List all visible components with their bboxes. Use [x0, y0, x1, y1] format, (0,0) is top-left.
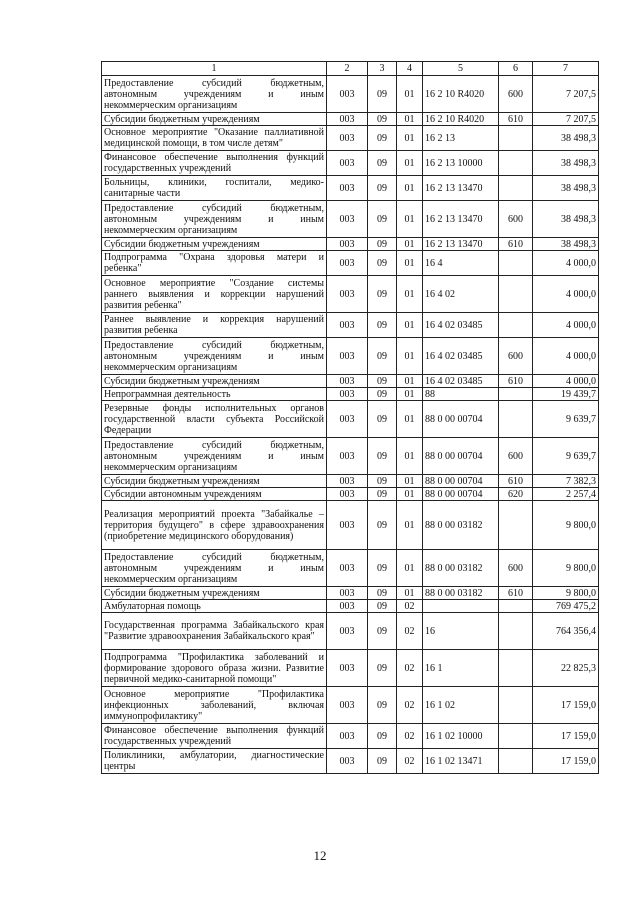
row-expense-type-cell — [499, 276, 533, 313]
header-cell: 5 — [423, 62, 499, 76]
row-subsection-cell: 01 — [397, 501, 423, 550]
row-grbs-cell: 003 — [327, 587, 368, 600]
header-cell: 2 — [327, 62, 368, 76]
row-name-cell: Амбулаторная помощь — [102, 600, 327, 613]
row-name-cell: Резервные фонды исполнительных органов государственной власти субъекта Российской Федерации — [102, 401, 327, 438]
row-subsection-cell: 02 — [397, 724, 423, 749]
table-header-row — [102, 62, 599, 76]
row-expense-type-cell: 600 — [499, 76, 533, 113]
row-name-cell: Субсидии бюджетным учреждениям — [102, 238, 327, 251]
row-name-cell: Финансовое обеспечение выполнения функций государственных учреждений — [102, 151, 327, 176]
row-amount-cell: 17 159,0 — [533, 749, 599, 774]
row-amount-cell: 17 159,0 — [533, 687, 599, 724]
row-expense-type-cell — [499, 251, 533, 276]
row-grbs-cell: 003 — [327, 488, 368, 501]
row-section-cell: 09 — [368, 650, 397, 687]
row-expense-type-cell — [499, 724, 533, 749]
table-row — [102, 151, 599, 176]
row-amount-cell: 9 800,0 — [533, 501, 599, 550]
row-name-cell: Реализация мероприятий проекта "Забайкалье – территория будущего" в сфере здравоохранения (приобретение медицинского оборудования) — [102, 501, 327, 550]
row-grbs-cell: 003 — [327, 749, 368, 774]
row-expense-type-cell — [499, 151, 533, 176]
row-name-cell: Субсидии бюджетным учреждениям — [102, 113, 327, 126]
row-subsection-cell: 01 — [397, 488, 423, 501]
row-section-cell: 09 — [368, 550, 397, 587]
row-target-article-cell: 16 4 02 03485 — [423, 375, 499, 388]
row-subsection-cell: 02 — [397, 749, 423, 774]
row-section-cell: 09 — [368, 724, 397, 749]
row-subsection-cell: 01 — [397, 313, 423, 338]
row-name-cell: Предоставление субсидий бюджетным, автономным учреждениям и иным некоммерческим организациям — [102, 438, 327, 475]
table-row — [102, 650, 599, 687]
row-expense-type-cell — [499, 501, 533, 550]
row-expense-type-cell: 620 — [499, 488, 533, 501]
row-expense-type-cell: 610 — [499, 113, 533, 126]
row-target-article-cell: 16 1 02 13471 — [423, 749, 499, 774]
row-grbs-cell: 003 — [327, 613, 368, 650]
row-subsection-cell: 01 — [397, 76, 423, 113]
row-target-article-cell: 16 2 13 13470 — [423, 238, 499, 251]
row-subsection-cell: 01 — [397, 375, 423, 388]
table-row — [102, 375, 599, 388]
row-target-article-cell: 88 0 00 03182 — [423, 550, 499, 587]
table-row — [102, 724, 599, 749]
row-target-article-cell: 88 0 00 03182 — [423, 587, 499, 600]
row-section-cell: 09 — [368, 201, 397, 238]
row-name-cell: Предоставление субсидий бюджетным, автономным учреждениям и иным некоммерческим организациям — [102, 550, 327, 587]
table-row — [102, 401, 599, 438]
row-target-article-cell: 88 0 00 00704 — [423, 475, 499, 488]
row-name-cell: Субсидии бюджетным учреждениям — [102, 587, 327, 600]
row-name-cell: Финансовое обеспечение выполнения функций государственных учреждений — [102, 724, 327, 749]
row-subsection-cell: 01 — [397, 401, 423, 438]
row-grbs-cell: 003 — [327, 176, 368, 201]
row-section-cell: 09 — [368, 438, 397, 475]
table-row — [102, 251, 599, 276]
row-grbs-cell: 003 — [327, 401, 368, 438]
row-grbs-cell: 003 — [327, 76, 368, 113]
row-subsection-cell: 01 — [397, 388, 423, 401]
row-section-cell: 09 — [368, 401, 397, 438]
table-row — [102, 126, 599, 151]
row-subsection-cell: 01 — [397, 251, 423, 276]
header-cell: 1 — [102, 62, 327, 76]
row-subsection-cell: 02 — [397, 650, 423, 687]
row-target-article-cell: 16 2 10 R4020 — [423, 113, 499, 126]
table-row — [102, 501, 599, 550]
row-target-article-cell: 16 4 02 03485 — [423, 313, 499, 338]
row-grbs-cell: 003 — [327, 687, 368, 724]
row-name-cell: Субсидии автономным учреждениям — [102, 488, 327, 501]
row-expense-type-cell: 600 — [499, 550, 533, 587]
table-row — [102, 687, 599, 724]
row-expense-type-cell — [499, 126, 533, 151]
row-subsection-cell: 01 — [397, 276, 423, 313]
header-cell: 7 — [533, 62, 599, 76]
row-subsection-cell: 01 — [397, 126, 423, 151]
row-amount-cell: 7 207,5 — [533, 76, 599, 113]
table-row — [102, 613, 599, 650]
row-amount-cell: 9 800,0 — [533, 587, 599, 600]
row-target-article-cell: 16 2 13 13470 — [423, 176, 499, 201]
row-subsection-cell: 02 — [397, 613, 423, 650]
row-grbs-cell: 003 — [327, 238, 368, 251]
row-grbs-cell: 003 — [327, 501, 368, 550]
row-amount-cell: 9 800,0 — [533, 550, 599, 587]
row-expense-type-cell — [499, 401, 533, 438]
row-grbs-cell: 003 — [327, 338, 368, 375]
row-grbs-cell: 003 — [327, 251, 368, 276]
row-expense-type-cell — [499, 687, 533, 724]
table-row — [102, 276, 599, 313]
row-section-cell: 09 — [368, 501, 397, 550]
row-name-cell: Подпрограмма "Профилактика заболеваний и формирование здорового образа жизни. Развитие первичной медико-санитарной помощи" — [102, 650, 327, 687]
row-expense-type-cell — [499, 176, 533, 201]
row-expense-type-cell — [499, 313, 533, 338]
row-expense-type-cell: 600 — [499, 201, 533, 238]
row-expense-type-cell: 610 — [499, 238, 533, 251]
table-row — [102, 176, 599, 201]
row-name-cell: Непрограммная деятельность — [102, 388, 327, 401]
row-amount-cell: 7 382,3 — [533, 475, 599, 488]
row-expense-type-cell: 600 — [499, 438, 533, 475]
row-grbs-cell: 003 — [327, 438, 368, 475]
row-amount-cell: 4 000,0 — [533, 375, 599, 388]
row-grbs-cell: 003 — [327, 313, 368, 338]
row-amount-cell: 38 498,3 — [533, 238, 599, 251]
budget-table — [101, 61, 599, 774]
row-amount-cell: 9 639,7 — [533, 438, 599, 475]
row-section-cell: 09 — [368, 687, 397, 724]
row-section-cell: 09 — [368, 613, 397, 650]
table-row — [102, 488, 599, 501]
row-amount-cell: 22 825,3 — [533, 650, 599, 687]
row-grbs-cell: 003 — [327, 600, 368, 613]
row-subsection-cell: 02 — [397, 600, 423, 613]
row-subsection-cell: 01 — [397, 550, 423, 587]
row-name-cell: Раннее выявление и коррекция нарушений развития ребенка — [102, 313, 327, 338]
row-section-cell: 09 — [368, 375, 397, 388]
row-grbs-cell: 003 — [327, 550, 368, 587]
header-cell: 4 — [397, 62, 423, 76]
table-row — [102, 113, 599, 126]
header-cell: 3 — [368, 62, 397, 76]
row-name-cell: Поликлиники, амбулатории, диагностические центры — [102, 749, 327, 774]
row-grbs-cell: 003 — [327, 113, 368, 126]
row-amount-cell: 4 000,0 — [533, 313, 599, 338]
table-body — [102, 76, 599, 774]
row-subsection-cell: 01 — [397, 587, 423, 600]
row-amount-cell: 38 498,3 — [533, 126, 599, 151]
row-target-article-cell: 16 2 13 10000 — [423, 151, 499, 176]
row-grbs-cell: 003 — [327, 375, 368, 388]
row-section-cell: 09 — [368, 238, 397, 251]
row-section-cell: 09 — [368, 749, 397, 774]
row-section-cell: 09 — [368, 251, 397, 276]
row-section-cell: 09 — [368, 600, 397, 613]
table-row — [102, 313, 599, 338]
row-subsection-cell: 02 — [397, 687, 423, 724]
row-target-article-cell: 16 4 — [423, 251, 499, 276]
row-name-cell: Предоставление субсидий бюджетным, автономным учреждениям и иным некоммерческим организациям — [102, 338, 327, 375]
row-subsection-cell: 01 — [397, 176, 423, 201]
row-expense-type-cell: 600 — [499, 338, 533, 375]
row-target-article-cell: 88 — [423, 388, 499, 401]
row-amount-cell: 19 439,7 — [533, 388, 599, 401]
row-amount-cell: 769 475,2 — [533, 600, 599, 613]
row-subsection-cell: 01 — [397, 238, 423, 251]
row-amount-cell: 4 000,0 — [533, 338, 599, 375]
row-name-cell: Больницы, клиники, госпитали, медико-санитарные части — [102, 176, 327, 201]
row-amount-cell: 17 159,0 — [533, 724, 599, 749]
row-grbs-cell: 003 — [327, 724, 368, 749]
row-name-cell: Предоставление субсидий бюджетным, автономным учреждениям и иным некоммерческим организациям — [102, 201, 327, 238]
row-subsection-cell: 01 — [397, 201, 423, 238]
row-section-cell: 09 — [368, 475, 397, 488]
row-expense-type-cell: 610 — [499, 587, 533, 600]
row-name-cell: Подпрограмма "Охрана здоровья матери и ребенка" — [102, 251, 327, 276]
row-name-cell: Государственная программа Забайкальского края "Развитие здравоохранения Забайкальского края" — [102, 613, 327, 650]
row-section-cell: 09 — [368, 313, 397, 338]
row-name-cell: Основное мероприятие "Оказание паллиативной медицинской помощи, в том числе детям" — [102, 126, 327, 151]
row-name-cell: Субсидии бюджетным учреждениям — [102, 475, 327, 488]
row-expense-type-cell: 610 — [499, 375, 533, 388]
row-grbs-cell: 003 — [327, 475, 368, 488]
row-expense-type-cell — [499, 600, 533, 613]
row-grbs-cell: 003 — [327, 201, 368, 238]
row-section-cell: 09 — [368, 76, 397, 113]
page-number: 12 — [313, 848, 327, 863]
row-amount-cell: 38 498,3 — [533, 176, 599, 201]
row-subsection-cell: 01 — [397, 475, 423, 488]
row-amount-cell: 4 000,0 — [533, 276, 599, 313]
row-target-article-cell: 16 2 13 13470 — [423, 201, 499, 238]
row-section-cell: 09 — [368, 587, 397, 600]
table-row — [102, 749, 599, 774]
row-amount-cell: 4 000,0 — [533, 251, 599, 276]
table-row — [102, 438, 599, 475]
row-section-cell: 09 — [368, 276, 397, 313]
row-subsection-cell: 01 — [397, 438, 423, 475]
row-grbs-cell: 003 — [327, 151, 368, 176]
row-section-cell: 09 — [368, 113, 397, 126]
row-amount-cell: 38 498,3 — [533, 151, 599, 176]
row-target-article-cell: 16 2 13 — [423, 126, 499, 151]
table-row — [102, 550, 599, 587]
table-row — [102, 201, 599, 238]
row-target-article-cell: 16 — [423, 613, 499, 650]
table-row — [102, 76, 599, 113]
row-amount-cell: 2 257,4 — [533, 488, 599, 501]
row-grbs-cell: 003 — [327, 388, 368, 401]
row-section-cell: 09 — [368, 126, 397, 151]
row-grbs-cell: 003 — [327, 126, 368, 151]
row-target-article-cell: 16 4 02 — [423, 276, 499, 313]
row-section-cell: 09 — [368, 176, 397, 201]
table-row — [102, 338, 599, 375]
row-grbs-cell: 003 — [327, 276, 368, 313]
row-target-article-cell: 88 0 00 00704 — [423, 488, 499, 501]
table-row — [102, 587, 599, 600]
table-row — [102, 475, 599, 488]
row-target-article-cell: 16 4 02 03485 — [423, 338, 499, 375]
row-section-cell: 09 — [368, 388, 397, 401]
row-target-article-cell: 16 1 02 10000 — [423, 724, 499, 749]
row-amount-cell: 764 356,4 — [533, 613, 599, 650]
row-expense-type-cell — [499, 388, 533, 401]
header-cell: 6 — [499, 62, 533, 76]
row-target-article-cell: 16 2 10 R4020 — [423, 76, 499, 113]
row-subsection-cell: 01 — [397, 151, 423, 176]
row-target-article-cell: 88 0 00 00704 — [423, 401, 499, 438]
row-subsection-cell: 01 — [397, 338, 423, 375]
row-expense-type-cell: 610 — [499, 475, 533, 488]
row-grbs-cell: 003 — [327, 650, 368, 687]
row-name-cell: Субсидии бюджетным учреждениям — [102, 375, 327, 388]
row-section-cell: 09 — [368, 488, 397, 501]
table-row — [102, 600, 599, 613]
row-name-cell: Основное мероприятие "Профилактика инфекционных заболеваний, включая иммунопрофилактику" — [102, 687, 327, 724]
row-name-cell: Основное мероприятие "Создание системы раннего выявления и коррекции нарушений развития ребенка" — [102, 276, 327, 313]
row-target-article-cell: 88 0 00 00704 — [423, 438, 499, 475]
row-expense-type-cell — [499, 613, 533, 650]
row-expense-type-cell — [499, 749, 533, 774]
row-subsection-cell: 01 — [397, 113, 423, 126]
row-amount-cell: 38 498,3 — [533, 201, 599, 238]
table-row — [102, 238, 599, 251]
row-expense-type-cell — [499, 650, 533, 687]
table-row — [102, 388, 599, 401]
row-target-article-cell — [423, 600, 499, 613]
row-target-article-cell: 16 1 02 — [423, 687, 499, 724]
row-name-cell: Предоставление субсидий бюджетным, автономным учреждениям и иным некоммерческим организациям — [102, 76, 327, 113]
row-amount-cell: 7 207,5 — [533, 113, 599, 126]
row-target-article-cell: 16 1 — [423, 650, 499, 687]
row-section-cell: 09 — [368, 338, 397, 375]
row-target-article-cell: 88 0 00 03182 — [423, 501, 499, 550]
row-amount-cell: 9 639,7 — [533, 401, 599, 438]
row-section-cell: 09 — [368, 151, 397, 176]
